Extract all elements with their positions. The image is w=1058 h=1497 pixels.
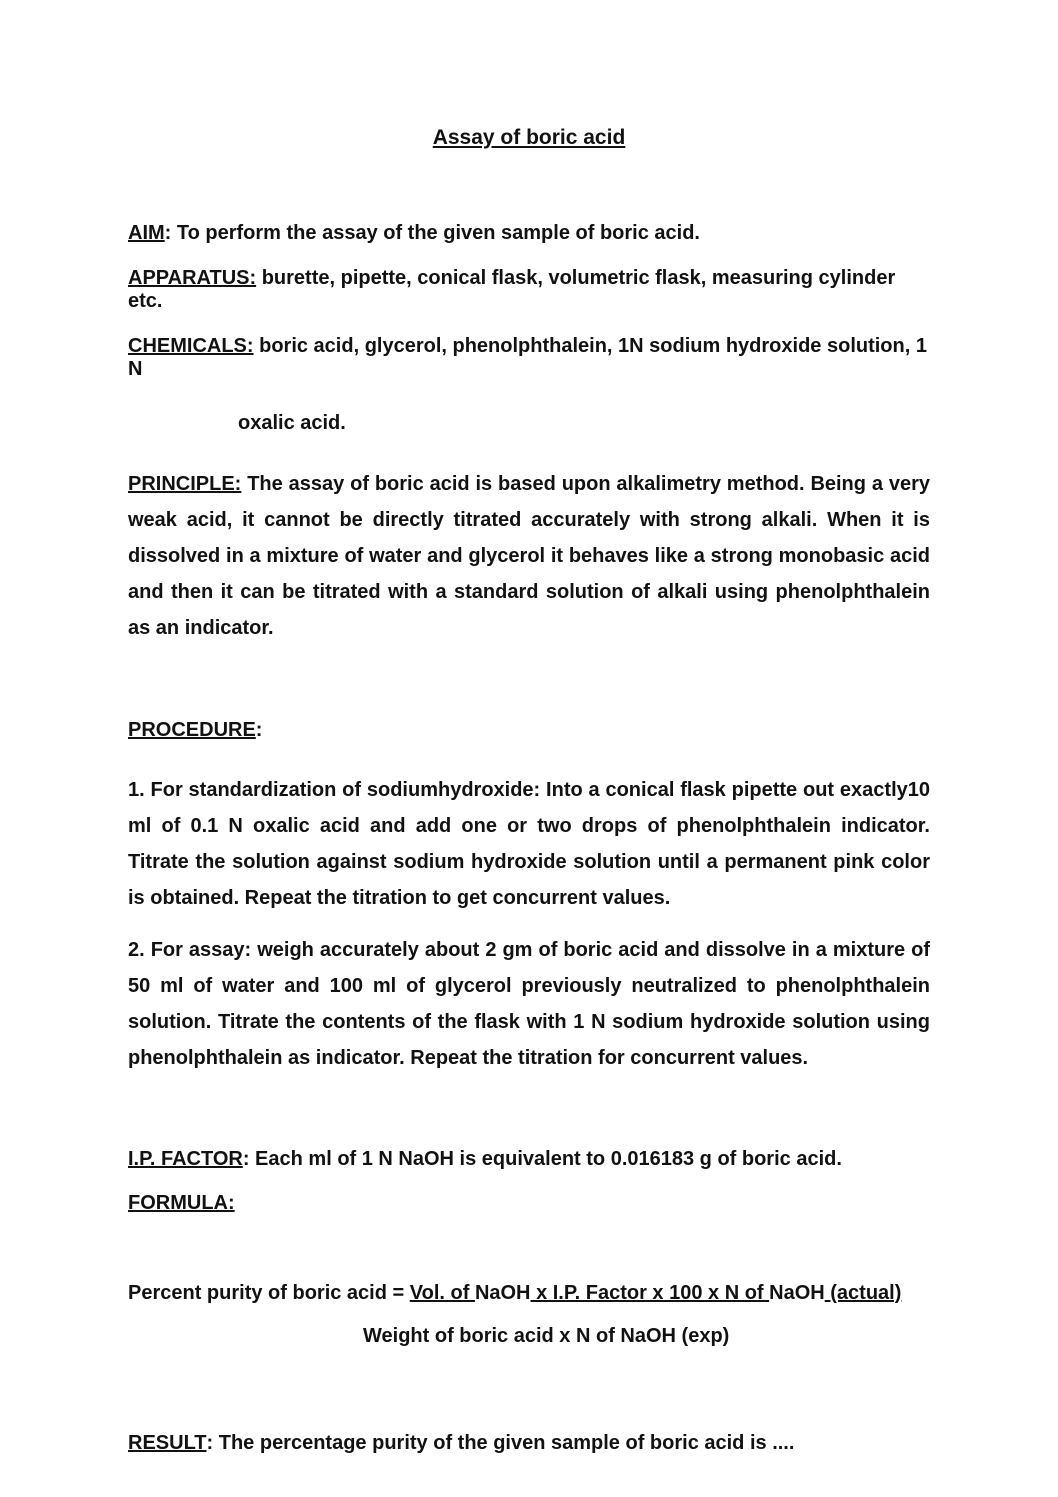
apparatus-text: burette, pipette, conical flask, volumetric flask, measuring cylinder etc. [128, 267, 896, 312]
formula-numerator-segment-2: x I.P. Factor x 100 x N of [530, 1282, 770, 1304]
ip-factor-text: : Each ml of 1 N NaOH is equivalent to 0.016183 g of boric acid. [242, 1148, 842, 1170]
formula-numerator-plain-1: NaOH [474, 1282, 531, 1304]
formula-numerator-line [128, 1282, 930, 1305]
apparatus-label: APPARATUS: [128, 267, 257, 289]
chemicals-text: boric acid, glycerol, phenolphthalein, 1N sodium hydroxide solution, 1 N [128, 335, 927, 380]
procedure-step-2: 2. For assay: weigh accurately about 2 gm of boric acid and dissolve in a mixture of 50 ml of water and 100 ml of glycerol previously neutralized to phenolphthalein solution. Titrate the contents of the flask with 1 N sodium hydroxide solution using phenolphthalein as indicator. Repeat the titration for concurrent values. [128, 939, 930, 1069]
aim-text: : To perform the assay of the given sample of boric acid. [164, 222, 700, 244]
principle-text: The assay of boric acid is based upon alkalimetry method. Being a very weak acid, it cannot be directly titrated accurately with strong alkali. When it is dissolved in a mixture of water and glycerol it behaves like a strong monobasic acid and then it can be titrated with a standard solution of alkali using phenolphthalein as an indicator. [128, 473, 930, 639]
apparatus-line [128, 267, 930, 313]
result-line [128, 1432, 930, 1455]
formula-denominator-line: Weight of boric acid x N of NaOH (exp) [363, 1325, 730, 1347]
result-text: : The percentage purity of the given sample of boric acid is .... [206, 1432, 795, 1454]
procedure-step-1: 1. For standardization of sodiumhydroxide: Into a conical flask pipette out exactly10 ml of 0.1 N oxalic acid and add one or two drops of phenolphthalein indicator. Titrate the solution against sodium hydroxide solution until a permanent pink color is obtained. Repeat the titration to get concurrent values. [128, 779, 930, 909]
formula-heading [128, 1192, 930, 1215]
chemicals-continuation: oxalic acid. [238, 412, 346, 434]
formula-numerator-segment-1: Vol. of [409, 1282, 475, 1304]
formula-label: FORMULA: [128, 1192, 235, 1214]
principle-paragraph [128, 466, 930, 646]
document-title: Assay of boric acid [432, 126, 626, 149]
procedure-colon: : [255, 719, 263, 741]
formula-numerator-segment-3: (actual) [824, 1282, 902, 1304]
procedure-heading [128, 719, 930, 742]
ip-factor-line [128, 1148, 930, 1171]
principle-label: PRINCIPLE: [128, 473, 242, 495]
procedure-label: PROCEDURE [128, 719, 256, 741]
aim-line [128, 222, 930, 245]
chemicals-line [128, 335, 930, 381]
ip-factor-label: I.P. FACTOR [128, 1148, 243, 1170]
formula-numerator-plain-2: NaOH [769, 1282, 825, 1304]
aim-label: AIM [128, 222, 165, 244]
chemicals-label: CHEMICALS: [128, 335, 254, 357]
formula-lhs: Percent purity of boric acid = [128, 1282, 410, 1304]
result-label: RESULT [128, 1432, 207, 1454]
